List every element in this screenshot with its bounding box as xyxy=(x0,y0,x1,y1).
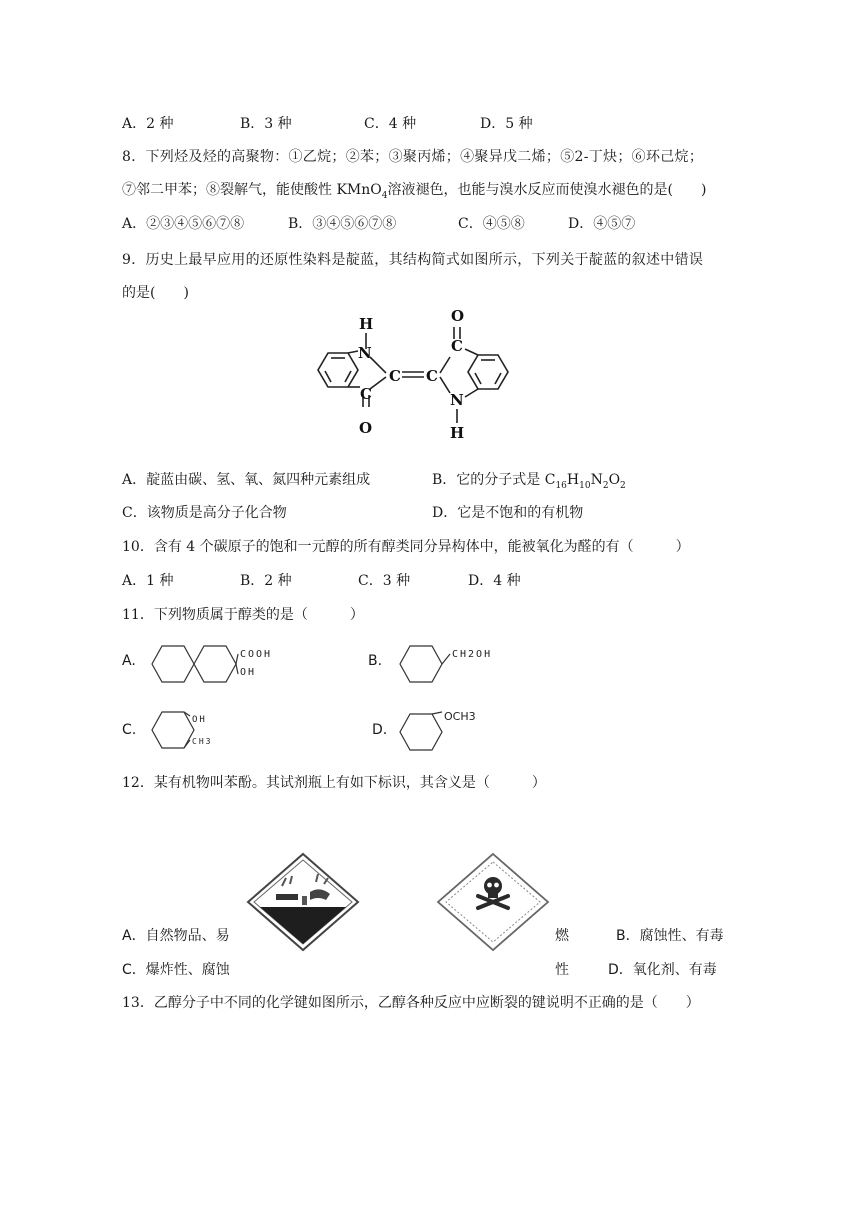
group-ch2oh: CH2OH xyxy=(452,649,493,660)
atom-o-bottom: O xyxy=(359,419,373,437)
q12-option-a-tail: 燃 xyxy=(555,928,569,944)
corrosive-hazard-icon xyxy=(246,852,360,952)
q9-formula-h: H xyxy=(566,472,580,488)
q8-stem-line2 xyxy=(122,179,706,201)
q9-option-b xyxy=(432,469,626,491)
q9-formula-n: N xyxy=(590,472,603,488)
q11-label-a: A. xyxy=(122,653,136,669)
q11-structure-d xyxy=(396,708,516,752)
q12-option-b: B．腐蚀性、有毒 xyxy=(616,928,724,944)
group-och3: OCH3 xyxy=(444,710,476,723)
q9-formula-o: O xyxy=(608,472,621,488)
q7-option-d: D．5 种 xyxy=(480,116,533,132)
atom-n-left: N xyxy=(358,344,372,362)
q12-option-c: C．爆炸性、腐蚀 xyxy=(122,962,230,978)
q11-structure-a xyxy=(150,642,300,686)
q9-sub-o: 2 xyxy=(620,480,626,491)
q11-structure-b xyxy=(396,642,526,686)
q10-option-c: C．3 种 xyxy=(358,573,411,589)
q9-option-c: C．该物质是高分子化合物 xyxy=(122,505,287,521)
q8-stem-line1: 8．下列烃及烃的高聚物：①乙烷；②苯；③聚丙烯；④聚异戊二烯；⑤2-丁炔；⑥环己烷； xyxy=(122,149,704,165)
q7-option-c: C．4 种 xyxy=(364,116,417,132)
q9-sub-h: 10 xyxy=(579,480,591,491)
q8-option-c: C．④⑤⑧ xyxy=(458,216,525,232)
q11-structure-c xyxy=(150,708,250,752)
q8-option-b: B．③④⑤⑥⑦⑧ xyxy=(288,216,397,232)
q11-label-b: B. xyxy=(368,653,383,669)
q9-option-a: A．靛蓝由碳、氢、氧、氮四种元素组成 xyxy=(122,472,371,488)
group-cooh: COOH xyxy=(240,649,273,660)
q8-stem-line2-post: 溶液褪色，也能与溴水反应而使溴水褪色的是( ) xyxy=(387,182,707,198)
q8-sub-4: 4 xyxy=(381,190,388,201)
indigo-structure xyxy=(300,305,520,440)
q11-label-d: D. xyxy=(372,722,388,738)
q7-option-a: A．2 种 xyxy=(122,116,174,132)
q12-stem: 12．某有机物叫苯酚。其试剂瓶上有如下标识，其含义是（ ） xyxy=(122,775,546,791)
q11-label-c: C. xyxy=(122,722,137,738)
q10-option-a: A．1 种 xyxy=(122,573,174,589)
q8-option-d: D．④⑤⑦ xyxy=(568,216,636,232)
q9-option-b-pre: B．它的分子式是 C xyxy=(432,472,556,488)
group-oh-a: OH xyxy=(240,667,257,678)
q9-sub-n: 2 xyxy=(602,480,609,491)
q9-stem-line1: 9．历史上最早应用的还原性染料是靛蓝，其结构简式如图所示，下列关于靛蓝的叙述中错误 xyxy=(122,252,704,268)
q11-stem: 11．下列物质属于醇类的是（ ） xyxy=(122,607,364,623)
atom-n-right: N xyxy=(450,391,464,409)
group-oh-c: OH xyxy=(192,715,207,725)
q7-option-b: B．3 种 xyxy=(240,116,292,132)
q12-option-c-tail: 性 xyxy=(555,962,569,978)
q12-option-d: D．氧化剂、有毒 xyxy=(608,962,717,978)
atom-h-bottom: H xyxy=(450,424,465,440)
q9-option-d: D．它是不饱和的有机物 xyxy=(432,505,584,521)
toxic-skull-hazard-icon xyxy=(436,852,550,952)
group-ch3: CH3 xyxy=(192,737,213,746)
atom-c-center-right: C xyxy=(426,367,438,385)
q8-option-a: A．②③④⑤⑥⑦⑧ xyxy=(122,216,245,232)
q13-stem: 13．乙醇分子中不同的化学键如图所示，乙醇各种反应中应断裂的键说明不正确的是（ ） xyxy=(122,995,700,1011)
q10-option-d: D．4 种 xyxy=(468,573,521,589)
q8-stem-line2-pre: ⑦邻二甲苯；⑧裂解气，能使酸性 KMnO xyxy=(122,182,382,198)
atom-c-right-carbonyl: C xyxy=(451,337,463,355)
q10-option-b: B．2 种 xyxy=(240,573,292,589)
q12-option-a: A．自然物品、易 xyxy=(122,928,230,944)
q10-stem: 10．含有 4 个碳原子的饱和一元醇的所有醇类同分异构体中，能被氧化为醛的有（ ） xyxy=(122,539,690,555)
q9-stem-line2: 的是( ) xyxy=(122,285,189,301)
atom-o-top: O xyxy=(451,307,465,325)
atom-c-center-left: C xyxy=(389,367,401,385)
q9-sub-c: 16 xyxy=(555,480,567,491)
atom-c-left-carbonyl: C xyxy=(360,385,372,403)
atom-h-top: H xyxy=(359,315,374,333)
